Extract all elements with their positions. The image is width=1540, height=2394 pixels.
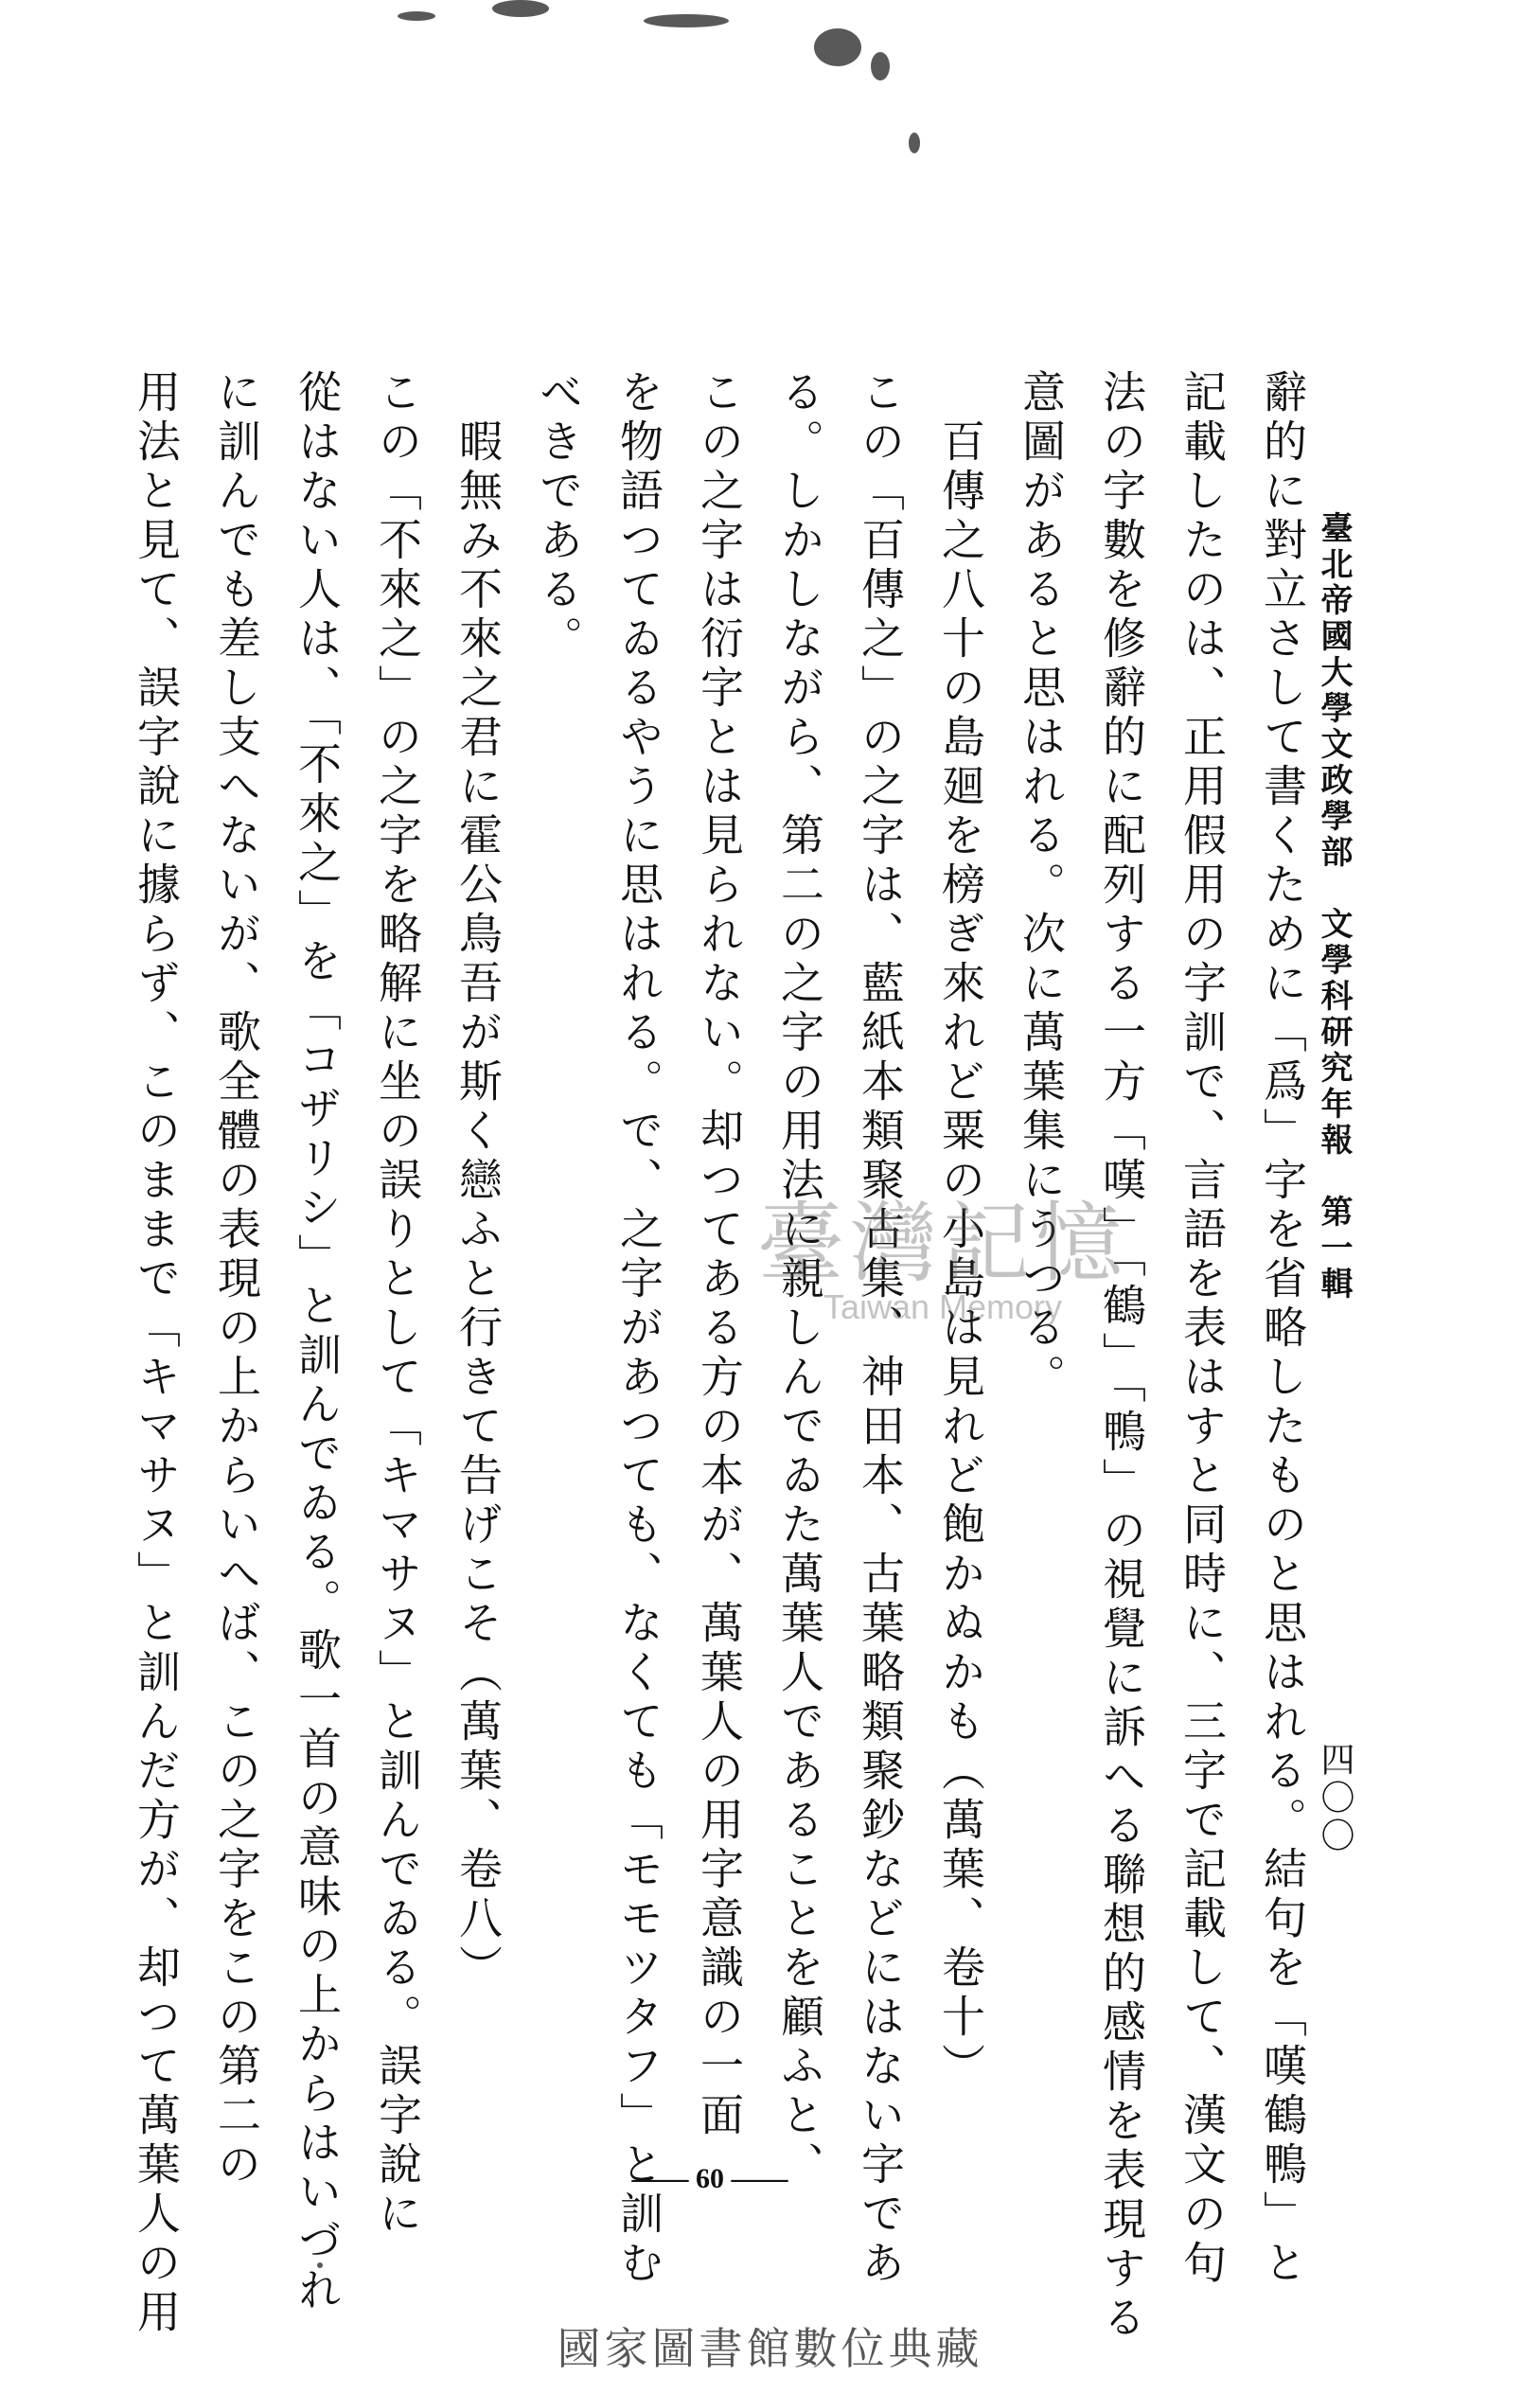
text-line: 意圖があると思はれる。次に萬葉集にうつる。 [1016, 369, 1067, 1403]
header-page-number: 四〇〇 [1316, 1742, 1354, 1855]
watermark-title: 臺灣記憶 [757, 1193, 1129, 1294]
text-line: 辭的に對立さして書くために「爲」字を省略したものと思はれる。結句を「嘆鶴鴨」と [1257, 369, 1308, 2289]
scan-speck [814, 28, 861, 66]
text-line: 記載したのは、正用假用の字訓で、言語を表はすと同時に、三字で記載して、漢文の句 [1177, 369, 1228, 2289]
text-line: 百傳之八十の島廻を榜ぎ來れど粟の小島は見れど飽かぬかも（萬葉、卷十） [935, 369, 986, 2092]
scan-speck [492, 0, 549, 17]
watermark-subtitle: Taiwan Memory [823, 1287, 1063, 1326]
page-folio: ―― 60 ―― [631, 2163, 788, 2194]
footer-credit: 國家圖書館數位典藏 [557, 2323, 983, 2374]
text-line: この之字は衍字とは見られない。却つてある方の本が、萬葉人の用字意識の一面 [694, 369, 745, 2141]
running-head: 臺北帝國大學文政學部 文學科研究年報 第一輯 [1315, 511, 1353, 1303]
text-line: 法の字數を修辭的に配列する一方「嘆」「鶴」「鴨」の視覺に訴へる聯想的感情を表現する [1096, 369, 1147, 2344]
text-line: 暇無み不來之君に霍公鳥吾が斯く戀ふと行きて告げこそ（萬葉、卷八） [452, 369, 504, 1994]
text-line: を物語つてゐるやうに思はれる。で、之字があつても、なくても「モモツタフ」と訓む [613, 369, 664, 2289]
text-line: 從はない人は、「不來之」を「コザリシ」と訓んでゐる。歌一首の意味の上からはいづれ [292, 369, 343, 2316]
scan-speck [909, 133, 920, 153]
text-line: 用法と見て、誤字說に據らず、このままで「キマサヌ」と訓んだ方が、却つて萬葉人の用 [131, 369, 182, 2338]
text-line: べきである。 [533, 369, 584, 665]
scan-speck [398, 11, 435, 21]
scan-speck [871, 52, 890, 80]
text-line: この「不來之」の之字を略解に坐の誤りとして「キマサヌ」と訓んでゐる。誤字說に [372, 369, 423, 2240]
text-line: に訓んでも差し支へないが、歌全體の表現の上からいへば、この之字をこの第二の [211, 369, 262, 2190]
text-line: る。しかしながら、第二の之字の用法に親しんでゐた萬葉人であることを顧ふと、 [774, 369, 825, 2190]
scan-speck [644, 14, 729, 27]
text-line: この「百傳之」の之字は、藍紙本類聚古集、神田本、古葉略類聚鈔などにはない字であ [855, 369, 906, 2289]
